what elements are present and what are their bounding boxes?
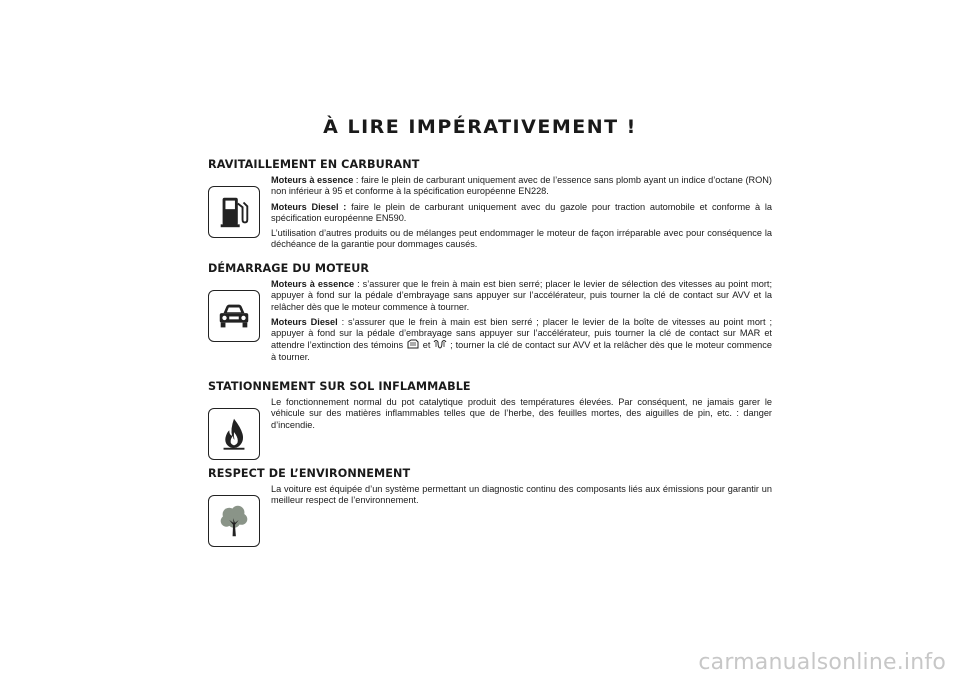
section-environment	[208, 467, 772, 547]
paragraph: Moteurs à essence : s’assurer que le frein à main est bien serré; placer le levier de sélection des vitesses au point mort; appuyer à fond sur la pédale d’embrayage sans appuyer sur l’accélérateur, puis tourner la clé de contact sur AVV et la relâcher dès que le moteur commence à tourner.	[271, 279, 772, 312]
paragraph: La voiture est équipée d’un système permettant un diagnostic continu des composants liés aux émissions pour garantir un meilleur respect de l’environnement.	[271, 484, 772, 506]
preheating-coil-icon	[433, 339, 447, 350]
page-title: À LIRE IMPÉRATIVEMENT !	[323, 116, 637, 138]
flame-icon	[208, 408, 260, 460]
section-heading: RESPECT DE L’ENVIRONNEMENT	[208, 467, 411, 480]
car-front-icon	[208, 290, 260, 342]
paragraph: Moteurs Diesel : faire le plein de carburant uniquement avec du gazole pour traction automobile et conforme à la spécification européenne EN590.	[271, 201, 772, 223]
watermark: carmanualsonline.info	[698, 650, 946, 675]
section-heading: DÉMARRAGE DU MOTEUR	[208, 262, 370, 275]
paragraph: Le fonctionnement normal du pot catalytique produit des températures élevées. Par conséquent, ne jamais garer le véhicule sur des matières inflammables telles que de l’herbe, des feuilles mortes, des aiguilles de pin, etc. : danger d’incendie.	[271, 397, 772, 430]
paragraph: L’utilisation d’autres produits ou de mélanges peut endommager le moteur de façon irréparable avec pour conséquence la déchéance de la garantie pour dommages causés.	[271, 228, 772, 250]
section-engine-start	[208, 262, 772, 367]
glow-plug-warning-icon	[406, 339, 420, 350]
fuel-pump-icon	[208, 186, 260, 238]
section-heading: STATIONNEMENT SUR SOL INFLAMMABLE	[208, 380, 471, 393]
paragraph: Moteurs à essence : faire le plein de carburant uniquement avec de l’essence sans plomb ayant un indice d’octane (RON) non inférieur à 95 et conforme à la spécification européenne EN228.	[271, 175, 772, 197]
tree-icon	[208, 495, 260, 547]
section-fuel	[208, 158, 772, 255]
section-flammable-ground	[208, 380, 772, 460]
section-heading: RAVITAILLEMENT EN CARBURANT	[208, 158, 420, 171]
paragraph: Moteurs Diesel : s’assurer que le frein à main est bien serré ; placer le levier de la boîte de vitesses au point mort ; appuyer à fond sur la pédale d’embrayage sans appuyer sur l’accélérateur, puis tourner la clé de contact sur MAR et attendre l’extinction des témoins et ; tourner la clé de contact sur AVV et la relâcher dès que le moteur commence à tourner.	[271, 316, 772, 362]
